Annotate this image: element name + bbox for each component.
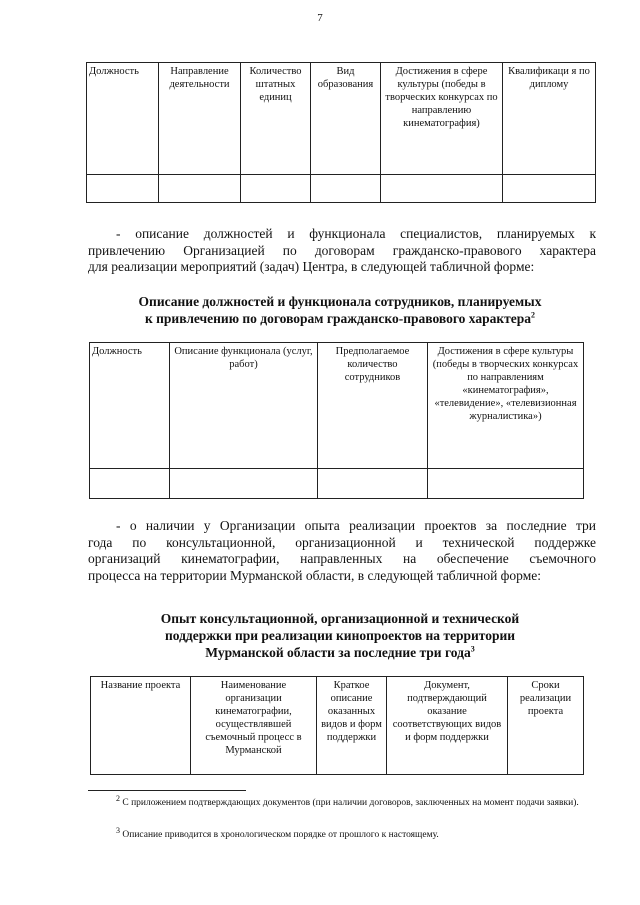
header-project-name: Название проекта <box>91 677 191 775</box>
empty-cell <box>428 469 584 499</box>
paragraph-line: - о наличии у Организации опыта реализации проектов за последние три <box>116 518 596 533</box>
footnote-text: С приложением подтверждающих документов (при наличии договоров, заключенных на момент подачи заявки). <box>122 798 579 808</box>
staff-table <box>86 62 596 203</box>
empty-cell <box>87 175 159 203</box>
footnote-2 <box>88 793 596 810</box>
empty-cell <box>90 469 170 499</box>
header-position: Должность <box>90 343 170 469</box>
heading-line <box>60 644 620 661</box>
heading-text: к привлечению по договорам гражданско-правового характера <box>144 311 531 326</box>
empty-cell <box>241 175 311 203</box>
header-qualification: Квалификаци я по диплому <box>503 63 596 175</box>
page-number: 7 <box>317 12 323 24</box>
footnote-3 <box>88 825 596 842</box>
paragraph-line: процесса на территории Мурманской области, в следующей табличной форме: <box>88 567 541 583</box>
paragraph-staff-description <box>88 226 596 276</box>
empty-cell <box>381 175 503 203</box>
header-functions: Описание функционала (услуг, работ) <box>170 343 318 469</box>
paragraph-line: организаций кинематографии, направленных на обеспечение съемочного <box>88 551 596 566</box>
header-achievements: Достижения в сфере культуры (победы в творческих конкурсах по направлениям «кинематография», «телевидение», «телевизионная журналистика») <box>428 343 584 469</box>
empty-cell <box>170 469 318 499</box>
paragraph-experience <box>88 518 596 584</box>
empty-cell <box>318 469 428 499</box>
footnote-number: 3 <box>116 825 120 835</box>
header-achievements: Достижения в сфере культуры (победы в творческих конкурсах по направлению кинематография) <box>381 63 503 175</box>
empty-cell <box>503 175 596 203</box>
empty-cell <box>311 175 381 203</box>
header-document: Документ, подтверждающий оказание соответствующих видов и форм поддержки <box>387 677 508 775</box>
header-direction: Направление деятельности <box>159 63 241 175</box>
footnote-ref: 2 <box>531 310 535 320</box>
header-expected-count: Предполагаемое количество сотрудников <box>318 343 428 469</box>
paragraph-line: - описание должностей и функционала специалистов, планируемых к <box>116 226 596 241</box>
contractors-table <box>89 342 584 499</box>
header-position: Должность <box>87 63 159 175</box>
paragraph-line: для реализации мероприятий (задач) Центра, в следующей табличной форме: <box>88 259 535 274</box>
header-staff-count: Количество штатных единиц <box>241 63 311 175</box>
paragraph-line: привлечению Организацией по договорам гражданско-правового характера <box>88 242 596 258</box>
paragraph-line: года по консультационной, организационной и технической поддержке <box>88 534 596 550</box>
header-education: Вид образования <box>311 63 381 175</box>
heading-line <box>60 310 620 327</box>
footnote-ref: 3 <box>470 644 475 654</box>
heading-contractors <box>60 293 620 327</box>
header-project-dates: Сроки реализации проекта <box>508 677 584 775</box>
footnote-number: 2 <box>116 793 120 803</box>
heading-line: Описание должностей и функционала сотрудников, планируемых <box>138 294 542 309</box>
header-organization: Наименование организации кинематографии, осуществлявшей съемочный процесс в Мурманской <box>191 677 317 775</box>
heading-text: Мурманской области за последние три года <box>205 645 471 660</box>
heading-line: Опыт консультационной, организационной и технической <box>160 611 520 626</box>
header-support-description: Краткое описание оказанных видов и форм поддержки <box>317 677 387 775</box>
heading-line: поддержки при реализации кинопроектов на территории <box>164 628 516 643</box>
empty-cell <box>159 175 241 203</box>
footnote-separator <box>88 790 246 791</box>
footnote-text: Описание приводится в хронологическом порядке от прошлого к настоящему. <box>122 830 439 840</box>
heading-experience <box>60 610 620 661</box>
experience-table <box>90 676 584 775</box>
